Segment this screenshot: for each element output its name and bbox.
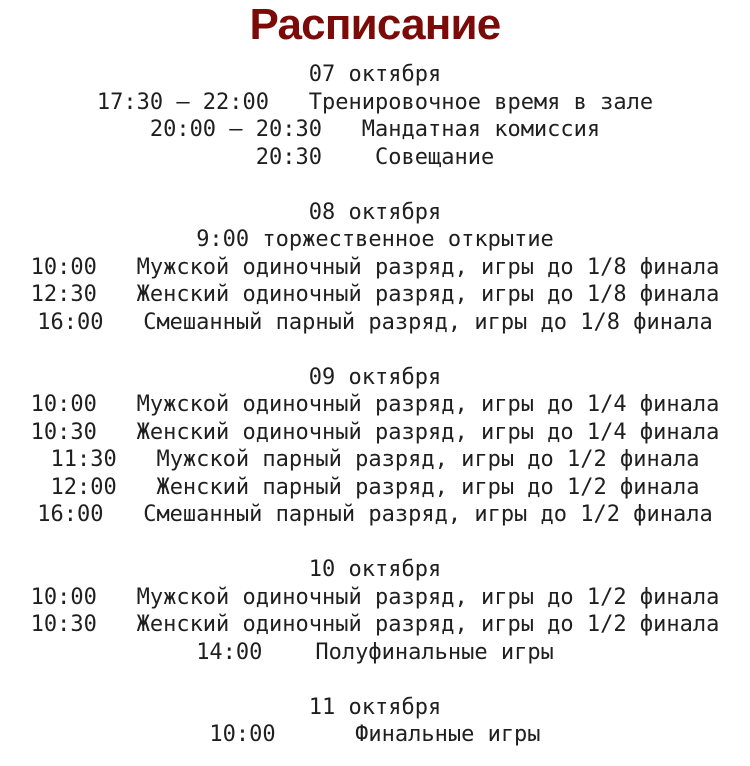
page-title: Расписание [249,0,501,49]
section-date: 09 октября [308,364,442,390]
schedule-row: 16:00 Смешанный парный разряд, игры до 1/8 финала [37,309,713,335]
schedule-day-section [0,61,750,171]
schedule-row: 10:30 Женский одиночный разряд, игры до 1/2 финала [30,612,720,637]
schedule-sections [0,61,750,749]
schedule-row: 11:30 Мужской парный разряд, игры до 1/2 финала [50,447,700,472]
schedule-row: 14:00 Полуфинальные игры [196,639,554,665]
schedule-day-section [0,199,750,337]
section-date: 11 октября [308,694,442,720]
schedule-day-section [0,556,750,666]
section-date: 10 октября [308,557,442,582]
schedule-row: 20:30 Совещание [255,144,495,170]
schedule-row: 20:00 – 20:30 Мандатная комиссия [149,117,601,142]
schedule-row: 10:00 Мужской одиночный разряд, игры до 1/2 финала [30,584,720,610]
schedule-row: 10:00 Финальные игры [209,722,541,747]
section-date: 07 октября [308,62,442,87]
schedule-day-section [0,694,750,749]
schedule-row: 17:30 – 22:00 Тренировочное время в зале [96,89,654,115]
schedule-row: 10:00 Мужской одиночный разряд, игры до 1/4 финала [30,392,720,417]
schedule-row: 16:00 Смешанный парный разряд, игры до 1/2 финала [37,502,713,527]
schedule-row: 12:30 Женский одиночный разряд, игры до 1/8 финала [30,282,720,307]
schedule-day-section [0,364,750,529]
schedule-row: 10:30 Женский одиночный разряд, игры до 1/4 финала [30,419,720,445]
section-date: 08 октября [308,199,442,225]
schedule-row: 12:00 Женский парный разряд, игры до 1/2 финала [50,474,700,500]
schedule-row: 10:00 Мужской одиночный разряд, игры до 1/8 финала [30,254,720,280]
schedule-row: 9:00 торжественное открытие [196,227,554,252]
